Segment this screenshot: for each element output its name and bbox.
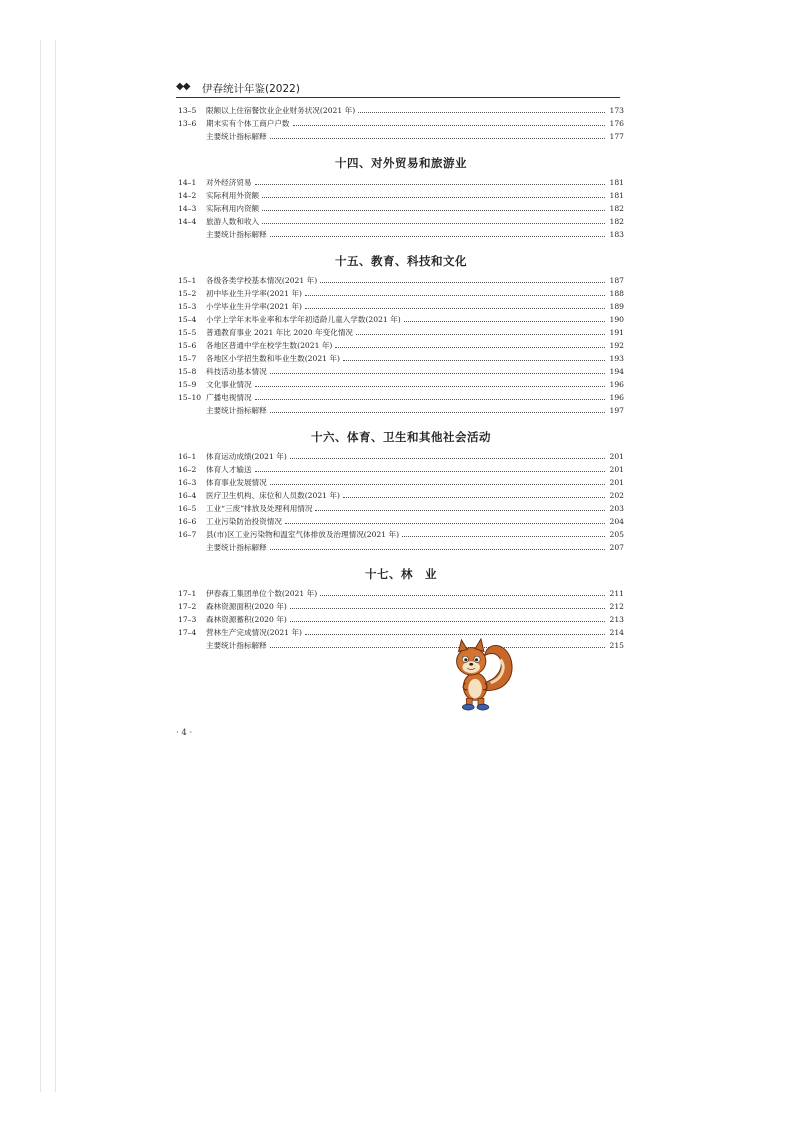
toc-entry-title: 县(市)区工业污染物和温室气体排放及治理情况(2021 年) bbox=[206, 530, 400, 539]
toc-entry-page: 182 bbox=[609, 217, 624, 226]
dot-leader bbox=[402, 536, 605, 537]
toc-entry[interactable] bbox=[178, 639, 624, 652]
toc-entry-number: 17–4 bbox=[178, 628, 197, 637]
toc-entry[interactable] bbox=[178, 352, 624, 365]
toc-entry-title: 广播电视情况 bbox=[206, 393, 252, 402]
page-number: · 4 · bbox=[176, 728, 193, 738]
toc-entry[interactable] bbox=[178, 228, 624, 241]
toc-entry-page: 202 bbox=[609, 491, 624, 500]
toc-entry-page: 187 bbox=[609, 276, 624, 285]
toc-entry-page: 183 bbox=[609, 230, 624, 239]
diamond-icons: ◆◆ bbox=[176, 81, 190, 92]
dot-leader bbox=[255, 184, 605, 185]
toc-entry-title: 普通教育事业 2021 年比 2020 年变化情况 bbox=[206, 328, 354, 337]
yearbook-title: 伊春统计年鉴(2022) bbox=[202, 83, 300, 95]
dot-leader bbox=[320, 595, 605, 596]
toc-entry-title: 主要统计指标解释 bbox=[206, 641, 267, 650]
dot-leader bbox=[270, 138, 605, 139]
toc-entry-number: 16–2 bbox=[178, 465, 197, 474]
toc-entry-title: 伊春森工集团单位个数(2021 年) bbox=[206, 589, 318, 598]
toc-entry-page: 214 bbox=[609, 628, 624, 637]
toc-entry-number: 15–8 bbox=[178, 367, 197, 376]
page-edge-line bbox=[40, 40, 41, 1092]
toc-entry-number: 16–6 bbox=[178, 517, 197, 526]
toc-entry[interactable] bbox=[178, 528, 624, 541]
toc-entry-page: 213 bbox=[609, 615, 624, 624]
dot-leader bbox=[305, 295, 605, 296]
dot-leader bbox=[270, 412, 605, 413]
toc-entry-title: 实际利用内资额 bbox=[206, 204, 260, 213]
toc-entry[interactable] bbox=[178, 613, 624, 626]
toc-entry-page: 182 bbox=[609, 204, 624, 213]
toc-entry[interactable] bbox=[178, 365, 624, 378]
toc-entry-title: 主要统计指标解释 bbox=[206, 230, 267, 239]
dot-leader bbox=[358, 112, 605, 113]
toc-entry-title: 小学上学年末毕业率和本学年初适龄儿童入学数(2021 年) bbox=[206, 315, 401, 324]
toc-entry-number: 15–5 bbox=[178, 328, 197, 337]
dot-leader bbox=[270, 373, 605, 374]
toc-entry-page: 215 bbox=[609, 641, 624, 650]
toc-entry-title: 营林生产完成情况(2021 年) bbox=[206, 628, 303, 637]
toc-entry-title: 各地区普通中学在校学生数(2021 年) bbox=[206, 341, 333, 350]
toc-entry[interactable] bbox=[178, 489, 624, 502]
toc-entry[interactable] bbox=[178, 600, 624, 613]
dot-leader bbox=[270, 236, 605, 237]
toc-entry-number: 14–1 bbox=[178, 178, 197, 187]
toc-entry-title: 对外经济贸易 bbox=[206, 178, 252, 187]
toc-entry-number: 15–7 bbox=[178, 354, 197, 363]
toc-entry-title: 文化事业情况 bbox=[206, 380, 252, 389]
toc-entry-number: 17–2 bbox=[178, 602, 197, 611]
dot-leader bbox=[262, 223, 605, 224]
toc-entry-page: 190 bbox=[609, 315, 624, 324]
toc-entry-number: 15–4 bbox=[178, 315, 197, 324]
toc-entry[interactable] bbox=[178, 463, 624, 476]
squirrel-mascot-icon bbox=[440, 634, 518, 712]
toc-entry-title: 各级各类学校基本情况(2021 年) bbox=[206, 276, 318, 285]
toc-entry-title: 期末实有个体工商户户数 bbox=[206, 119, 290, 128]
toc-entry-page: 211 bbox=[609, 589, 624, 598]
dot-leader bbox=[255, 471, 605, 472]
toc-entry-title: 小学毕业生升学率(2021 年) bbox=[206, 302, 303, 311]
toc-entry-page: 194 bbox=[609, 367, 624, 376]
section-heading: 十五、教育、科技和文化 bbox=[335, 254, 467, 268]
toc-entry-title: 体育事业发展情况 bbox=[206, 478, 267, 487]
toc-entry[interactable] bbox=[178, 202, 624, 215]
toc-entry[interactable] bbox=[178, 502, 624, 515]
toc-entry-page: 189 bbox=[609, 302, 624, 311]
toc-entry[interactable] bbox=[178, 287, 624, 300]
toc-entry-number: 15–3 bbox=[178, 302, 197, 311]
toc-entry-page: 176 bbox=[609, 119, 624, 128]
toc-entry[interactable] bbox=[178, 476, 624, 489]
toc-entry-page: 197 bbox=[609, 406, 624, 415]
toc-entry[interactable] bbox=[178, 117, 624, 130]
toc-entry-page: 196 bbox=[609, 380, 624, 389]
header-rule bbox=[176, 97, 620, 98]
toc-entry[interactable] bbox=[178, 274, 624, 287]
toc-entry-number: 16–3 bbox=[178, 478, 197, 487]
toc-entry-number: 14–3 bbox=[178, 204, 197, 213]
toc-entry-number: 16–4 bbox=[178, 491, 197, 500]
toc-entry-title: 旅游人数和收入 bbox=[206, 217, 260, 226]
dot-leader bbox=[290, 621, 605, 622]
toc-entry-number: 15–6 bbox=[178, 341, 197, 350]
toc-entry-number: 17–1 bbox=[178, 589, 197, 598]
toc-entry-page: 181 bbox=[609, 178, 624, 187]
toc-entry-page: 191 bbox=[609, 328, 624, 337]
toc-entry[interactable] bbox=[178, 626, 624, 639]
toc-entry[interactable] bbox=[178, 404, 624, 417]
toc-entry-number: 14–2 bbox=[178, 191, 197, 200]
toc-entry-number: 16–7 bbox=[178, 530, 197, 539]
dot-leader bbox=[262, 197, 605, 198]
toc-entry-page: 173 bbox=[609, 106, 624, 115]
section-heading: 十七、林 业 bbox=[365, 567, 437, 581]
toc-entry-title: 科技活动基本情况 bbox=[206, 367, 267, 376]
toc-entry-number: 16–1 bbox=[178, 452, 197, 461]
toc-entry-page: 201 bbox=[609, 452, 624, 461]
dot-leader bbox=[255, 386, 605, 387]
toc-entry-page: 192 bbox=[609, 341, 624, 350]
toc-entry-title: 医疗卫生机构、床位和人员数(2021 年) bbox=[206, 491, 340, 500]
dot-leader bbox=[305, 308, 605, 309]
running-header bbox=[176, 80, 620, 98]
toc-entry[interactable] bbox=[178, 587, 624, 600]
toc-entry-title: 主要统计指标解释 bbox=[206, 406, 267, 415]
toc-entry-page: 203 bbox=[609, 504, 624, 513]
toc-entry[interactable] bbox=[178, 326, 624, 339]
toc-entry-page: 193 bbox=[609, 354, 624, 363]
toc-entry[interactable] bbox=[178, 313, 624, 326]
dot-leader bbox=[356, 334, 605, 335]
dot-leader bbox=[270, 484, 605, 485]
toc-entry-title: 实际利用外资额 bbox=[206, 191, 260, 200]
toc-entry-title: 主要统计指标解释 bbox=[206, 132, 267, 141]
toc-entry-number: 15–9 bbox=[178, 380, 197, 389]
dot-leader bbox=[404, 321, 605, 322]
dot-leader bbox=[270, 647, 605, 648]
dot-leader bbox=[315, 510, 605, 511]
toc-entry-title: 森林资源面积(2020 年) bbox=[206, 602, 287, 611]
dot-leader bbox=[320, 282, 605, 283]
toc-entry[interactable] bbox=[178, 450, 624, 463]
toc-entry-number: 15–10 bbox=[178, 393, 202, 402]
toc-entry-page: 212 bbox=[609, 602, 624, 611]
toc-entry-page: 196 bbox=[609, 393, 624, 402]
toc-entry-number: 15–2 bbox=[178, 289, 197, 298]
toc-entry-number: 14–4 bbox=[178, 217, 197, 226]
dot-leader bbox=[262, 210, 605, 211]
toc-entry[interactable] bbox=[178, 541, 624, 554]
toc-entry-number: 13–6 bbox=[178, 119, 197, 128]
section-heading: 十四、对外贸易和旅游业 bbox=[335, 156, 467, 170]
section-heading: 十六、体育、卫生和其他社会活动 bbox=[311, 430, 491, 444]
toc-entry-number: 13–5 bbox=[178, 106, 197, 115]
toc-entry[interactable] bbox=[178, 391, 624, 404]
toc-entry-title: 体育运动成绩(2021 年) bbox=[206, 452, 287, 461]
toc-entry-title: 工业污染防治投资情况 bbox=[206, 517, 282, 526]
toc-entry[interactable] bbox=[178, 176, 624, 189]
toc-entry[interactable] bbox=[178, 515, 624, 528]
toc-entry-page: 207 bbox=[609, 543, 624, 552]
toc-entry-page: 181 bbox=[609, 191, 624, 200]
dot-leader bbox=[343, 360, 605, 361]
toc-entry-title: 各地区小学招生数和毕业生数(2021 年) bbox=[206, 354, 340, 363]
toc-entry[interactable] bbox=[178, 300, 624, 313]
toc-entry-page: 201 bbox=[609, 465, 624, 474]
dot-leader bbox=[335, 347, 605, 348]
toc-entry-number: 16–5 bbox=[178, 504, 197, 513]
toc-entry-number: 15–1 bbox=[178, 276, 197, 285]
toc-entry[interactable] bbox=[178, 130, 624, 143]
toc-entry-page: 204 bbox=[609, 517, 624, 526]
dot-leader bbox=[270, 549, 605, 550]
toc-entry-title: 森林资源蓄积(2020 年) bbox=[206, 615, 287, 624]
toc-entry-title: 工业“三废”排放及处理利用情况 bbox=[206, 504, 313, 513]
toc-entry-page: 177 bbox=[609, 132, 624, 141]
table-of-contents bbox=[178, 104, 624, 652]
toc-entry-title: 初中毕业生升学率(2021 年) bbox=[206, 289, 303, 298]
toc-entry[interactable] bbox=[178, 189, 624, 202]
dot-leader bbox=[293, 125, 605, 126]
dot-leader bbox=[290, 608, 605, 609]
toc-entry-page: 205 bbox=[609, 530, 624, 539]
toc-entry-page: 188 bbox=[609, 289, 624, 298]
dot-leader bbox=[343, 497, 605, 498]
dot-leader bbox=[285, 523, 605, 524]
toc-entry-title: 主要统计指标解释 bbox=[206, 543, 267, 552]
dot-leader bbox=[290, 458, 605, 459]
toc-entry-title: 限额以上住宿餐饮业企业财务状况(2021 年) bbox=[206, 106, 356, 115]
toc-entry[interactable] bbox=[178, 378, 624, 391]
toc-entry-page: 201 bbox=[609, 478, 624, 487]
toc-entry-title: 体育人才输送 bbox=[206, 465, 252, 474]
toc-entry[interactable] bbox=[178, 215, 624, 228]
toc-entry[interactable] bbox=[178, 339, 624, 352]
toc-entry-number: 17–3 bbox=[178, 615, 197, 624]
dot-leader bbox=[255, 399, 605, 400]
toc-entry[interactable] bbox=[178, 104, 624, 117]
page-edge-line bbox=[55, 40, 56, 1092]
